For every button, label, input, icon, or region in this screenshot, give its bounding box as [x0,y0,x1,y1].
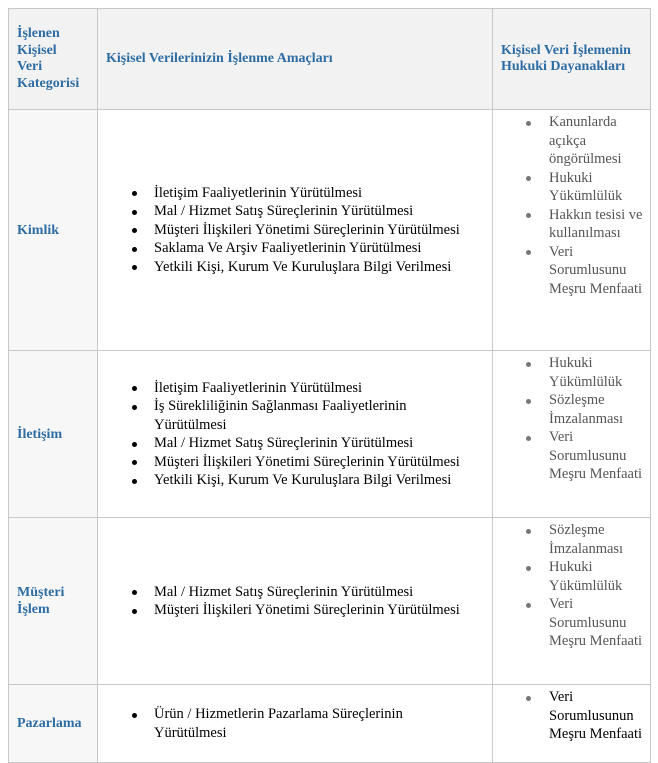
table-row [9,351,651,518]
list-item: Ürün / Hizmetlerin Pazarlama Süreçlerinin Yürütülmesi [154,705,478,742]
list-item: Hukuki Yükümlülük [549,354,646,391]
list-item: Yetkili Kişi, Kurum Ve Kuruluşlara Bilgi Verilmesi [154,258,478,277]
purposes-cell [98,518,493,685]
list-item: Sözleşme İmzalanması [549,391,646,428]
purposes-list [98,184,492,277]
table-header-row [9,9,651,110]
list-item: Yetkili Kişi, Kurum Ve Kuruluşlara Bilgi Verilmesi [154,471,478,490]
list-item: Hukuki Yükümlülük [549,558,646,595]
header-category: İşlenen Kişisel Veri Kategorisi [9,9,98,110]
legal-basis-list [493,110,650,298]
purposes-cell [98,351,493,518]
list-item: Hakkın tesisi ve kullanılması [549,206,646,243]
list-item: Saklama Ve Arşiv Faaliyetlerinin Yürütülmesi [154,239,478,258]
list-item: İş Sürekliliğinin Sağlanması Faaliyetlerinin Yürütülmesi [154,397,478,434]
table-row [9,518,651,685]
list-item: Müşteri İlişkileri Yönetimi Süreçlerinin Yürütülmesi [154,453,478,472]
table-row [9,685,651,763]
legal-basis-list [493,518,650,651]
purposes-cell [98,685,493,763]
list-item: Veri Sorumlusunu Meşru Menfaati [549,428,646,484]
list-item: Mal / Hizmet Satış Süreçlerinin Yürütülmesi [154,583,478,602]
list-item: İletişim Faaliyetlerinin Yürütülmesi [154,184,478,203]
legal-basis-cell [493,685,651,763]
list-item: Sözleşme İmzalanması [549,521,646,558]
legal-basis-cell [493,110,651,351]
data-processing-table [8,8,651,763]
category-cell: Pazarlama [9,685,98,763]
list-item: Hukuki Yükümlülük [549,169,646,206]
category-cell: İletişim [9,351,98,518]
list-item: Veri Sorumlusunu Meşru Menfaati [549,595,646,651]
list-item: Mal / Hizmet Satış Süreçlerinin Yürütülmesi [154,202,478,221]
legal-basis-list [493,685,650,744]
purposes-list [98,583,492,620]
legal-basis-cell [493,518,651,685]
list-item: Kanunlarda açıkça öngörülmesi [549,113,646,169]
header-purposes: Kişisel Verilerinizin İşlenme Amaçları [98,9,493,110]
table-row [9,110,651,351]
list-item: Veri Sorumlusunu Meşru Menfaati [549,243,646,299]
list-item: İletişim Faaliyetlerinin Yürütülmesi [154,379,478,398]
list-item: Veri Sorumlusunun Meşru Menfaati [549,688,646,744]
list-item: Müşteri İlişkileri Yönetimi Süreçlerinin Yürütülmesi [154,601,478,620]
header-legal-basis: Kişisel Veri İşlemenin Hukuki Dayanakları [493,9,651,110]
list-item: Müşteri İlişkileri Yönetimi Süreçlerinin Yürütülmesi [154,221,478,240]
purposes-list [98,705,492,742]
category-cell: Kimlik [9,110,98,351]
purposes-list [98,379,492,490]
legal-basis-cell [493,351,651,518]
purposes-cell [98,110,493,351]
list-item: Mal / Hizmet Satış Süreçlerinin Yürütülmesi [154,434,478,453]
legal-basis-list [493,351,650,484]
category-cell: Müşteri İşlem [9,518,98,685]
